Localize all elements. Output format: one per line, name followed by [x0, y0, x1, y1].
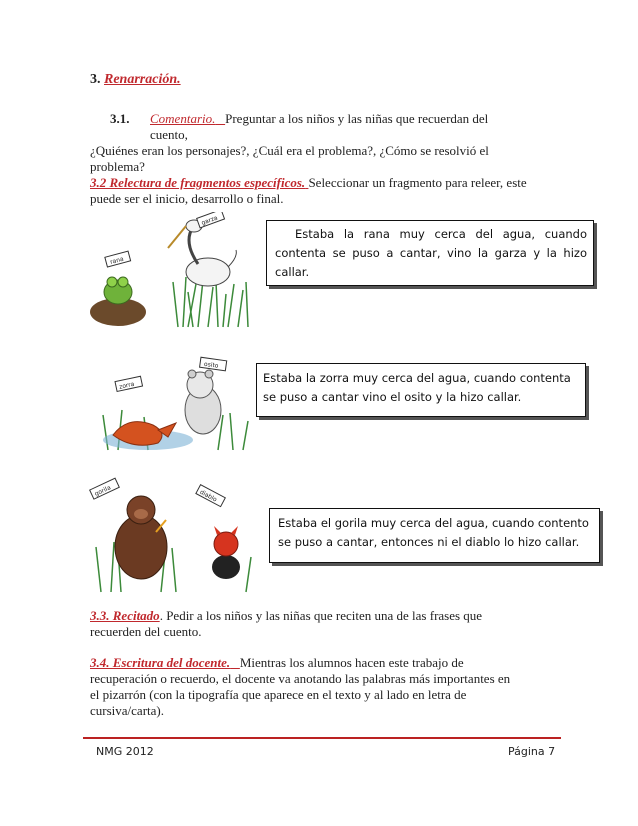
s32-line2: puede ser el inicio, desarrollo o final.: [90, 191, 284, 206]
s34-line4: cursiva/carta).: [90, 703, 164, 718]
section-number: 3.: [90, 72, 101, 87]
s33-text1: . Pedir a los niños y las niñas que reciten una de las frases que: [159, 608, 483, 623]
s32-text1: Seleccionar un fragmento para releer, este: [308, 175, 527, 190]
illustration-frog-heron: [88, 212, 258, 332]
footer-divider: [83, 737, 561, 739]
s34-text1: Mientras los alumnos hacen este trabajo de: [239, 655, 464, 670]
illustration-gorilla-devil: [86, 472, 261, 594]
s31-line2: cuento,: [150, 127, 188, 142]
label-diablo: diablo: [198, 488, 218, 504]
story-box-gorila-text: Estaba el gorila muy cerca del agua, cuando contento se puso a cantar, entonces ni el diablo lo hizo callar.: [278, 516, 589, 549]
s33-line1: [90, 608, 482, 624]
s34-line3: el pizarrón (con la tipografía que aparece en el texto y al lado en letra de: [90, 687, 467, 702]
story-box-zorra: [256, 363, 586, 417]
s31-line3: ¿Quiénes eran los personajes?, ¿Cuál era el problema?, ¿Cómo se resolvió el: [90, 143, 489, 158]
label-rana: rana: [109, 255, 125, 266]
s34-line2: recuperación o recuerdo, el docente va anotando las palabras más importantes en: [90, 671, 511, 686]
s32-label: 3.2 Relectura de fragmentos específicos.: [90, 175, 306, 190]
footer-left: NMG 2012: [96, 745, 154, 758]
s34-label: 3.4. Escritura del docente.: [90, 655, 231, 670]
illustration-fox-bear: [88, 355, 253, 455]
story-box-gorila: [269, 508, 600, 563]
s33-line2: recuerden del cuento.: [90, 624, 202, 639]
section-title: Renarración.: [104, 72, 181, 87]
s31-label: Comentario.: [150, 111, 216, 126]
story-box-rana-text: Estaba la rana muy cerca del agua, cuando contenta se puso a cantar, vino la garza y la hizo callar.: [275, 227, 587, 279]
story-box-zorra-text: Estaba la zorra muy cerca del agua, cuando contenta se puso a cantar vino el osito y la hizo callar.: [263, 371, 571, 404]
label-zorra: zorra: [118, 380, 136, 391]
s31-number: 3.1.: [110, 111, 130, 126]
label-gorila: gorila: [93, 484, 113, 498]
label-osito: osito: [203, 360, 219, 370]
s31-line1: [150, 111, 488, 127]
s31-text1: Preguntar a los niños y las niñas que recuerdan del: [225, 111, 489, 126]
label-garza: garza: [200, 214, 219, 227]
section-heading: [90, 72, 181, 88]
s31-line4: problema?: [90, 159, 145, 174]
footer-page-number: Página 7: [508, 745, 556, 758]
s32-line1: [90, 175, 527, 191]
story-box-rana: [266, 220, 594, 286]
s33-label: 3.3. Recitado: [90, 608, 160, 623]
s34-line1: [90, 655, 464, 671]
